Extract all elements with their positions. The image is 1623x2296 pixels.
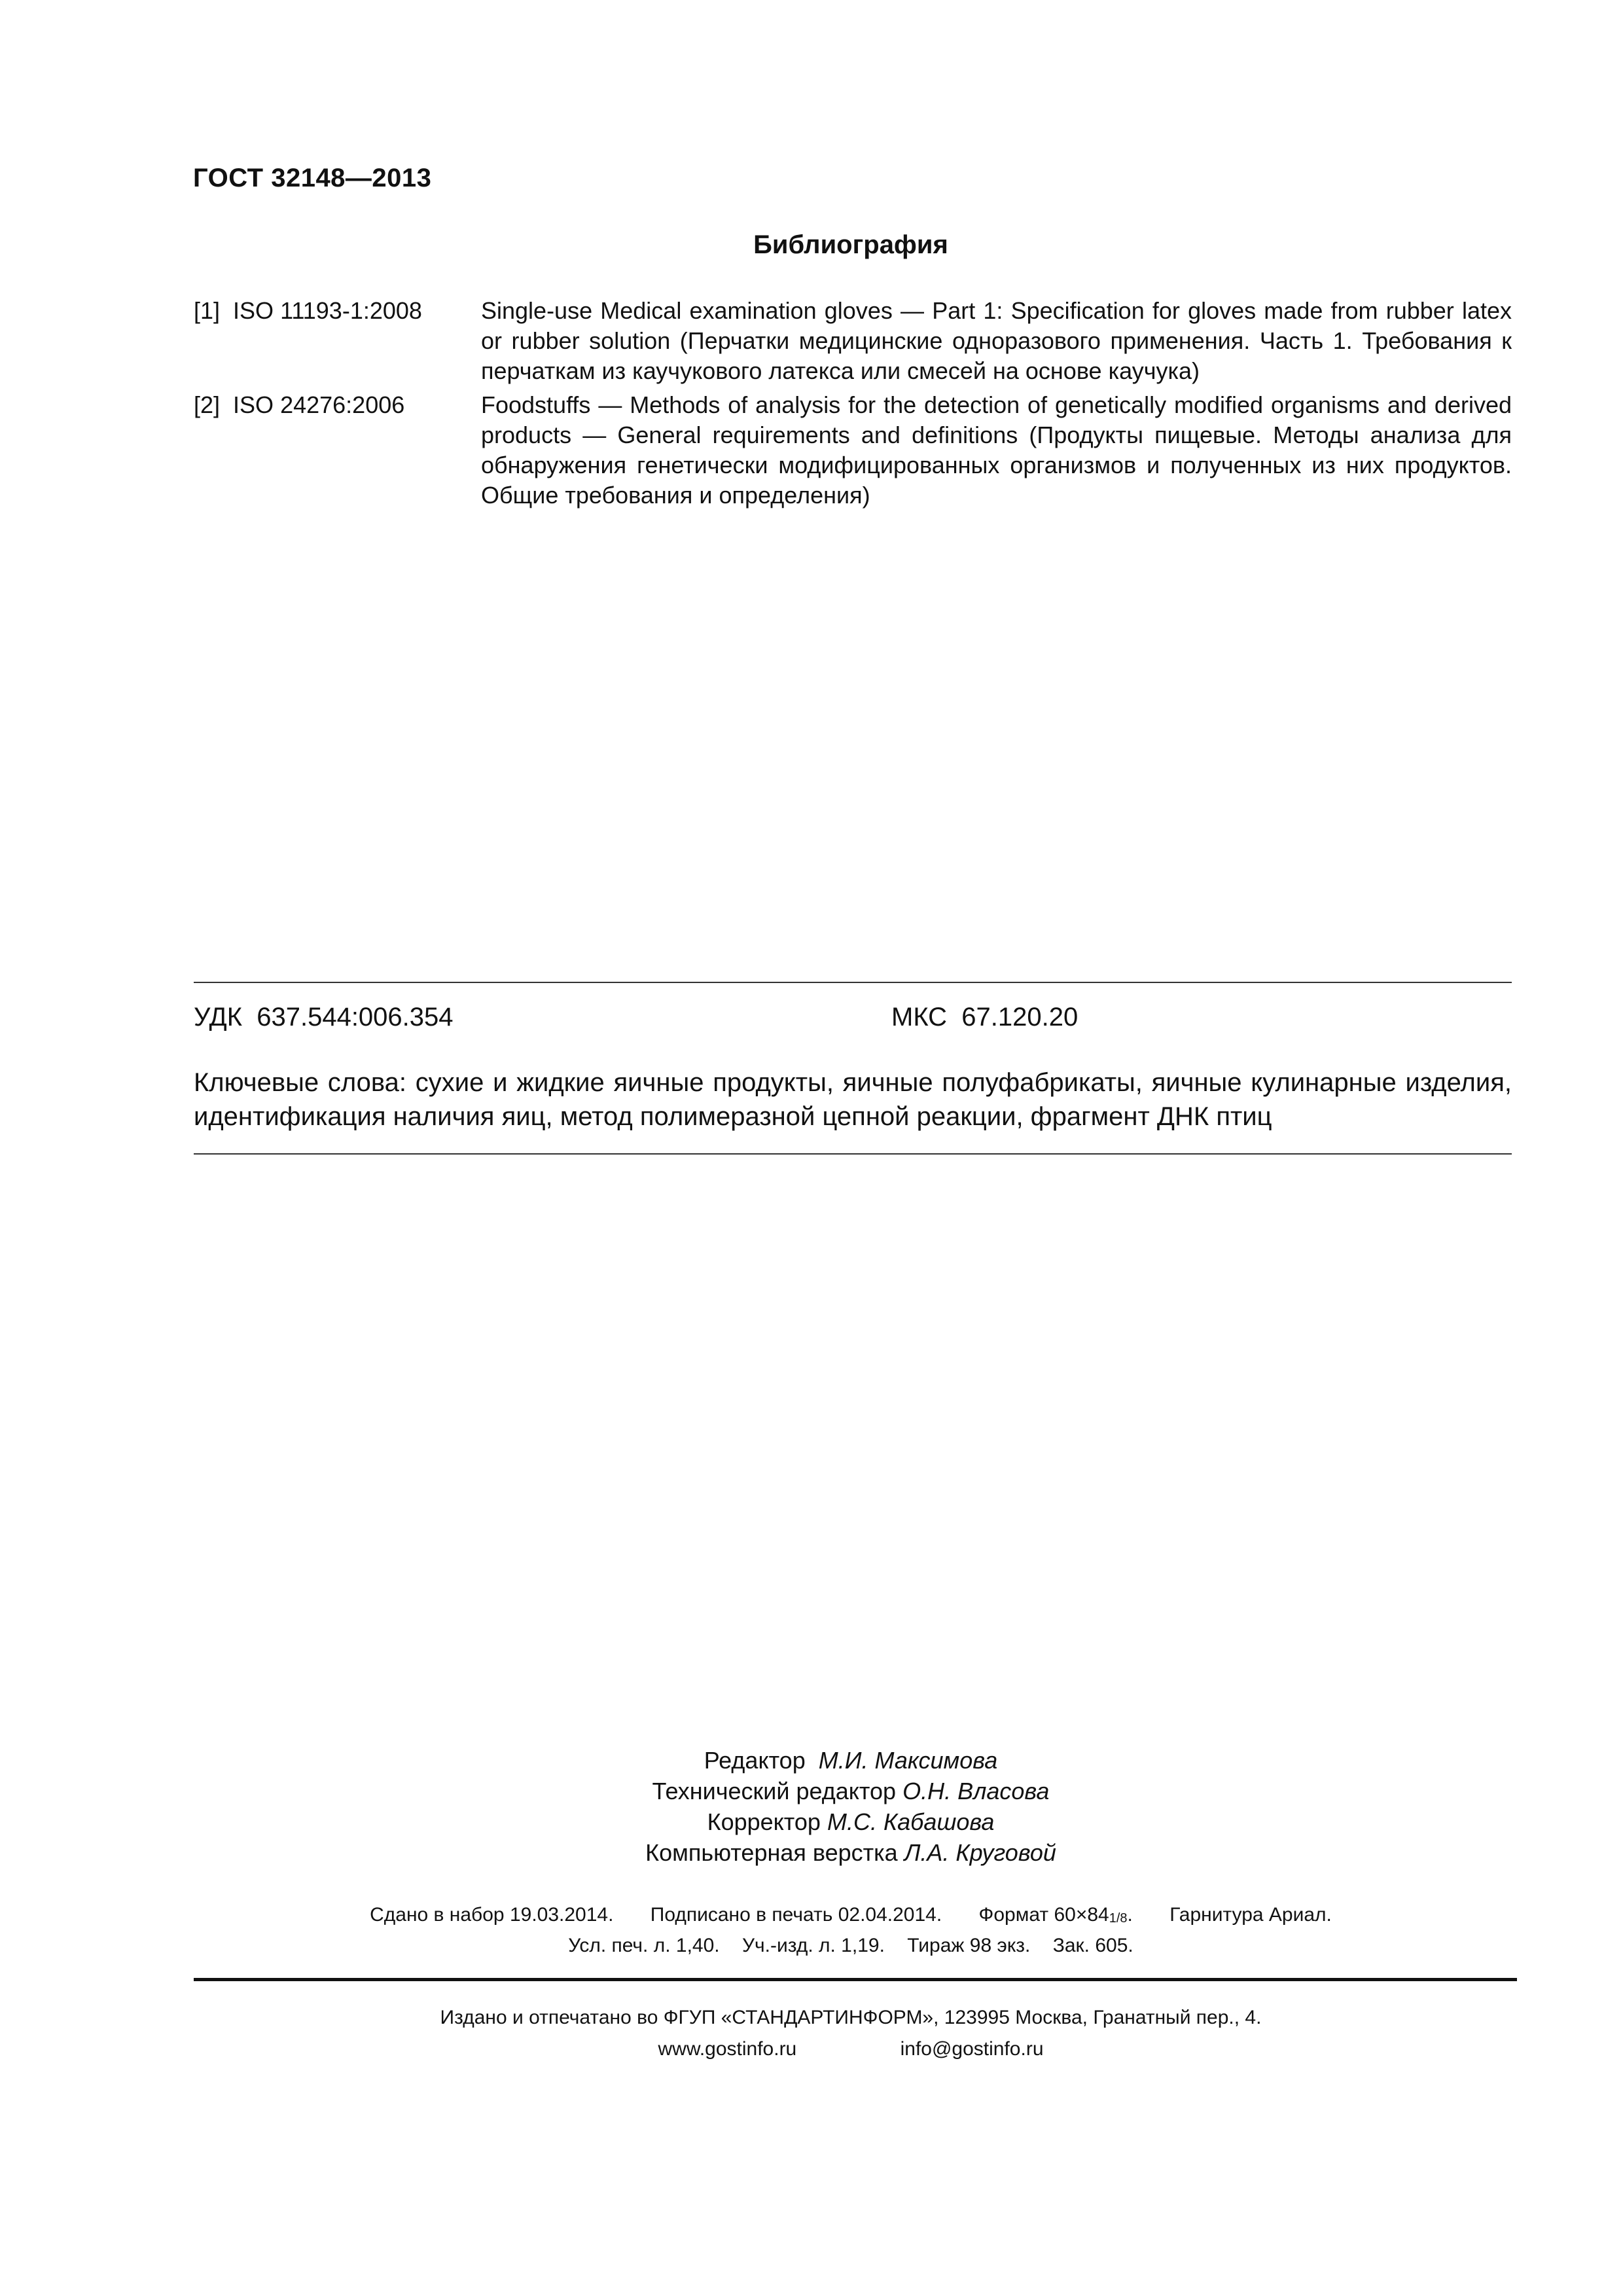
imprint-format-fraction: 1/8: [1109, 1911, 1128, 1926]
imprint-order: Зак. 605.: [1052, 1935, 1133, 1956]
publisher-line: Издано и отпечатано во ФГУП «СТАНДАРТИНФОРМ», 123995 Москва, Гранатный пер., 4.: [440, 2007, 1262, 2028]
imprint-line-2: [0, 1931, 1623, 1960]
publisher-contacts: [0, 2034, 1623, 2064]
staff-role: Компьютерная верстка: [645, 1839, 898, 1866]
staff-technical-editor: [0, 1776, 1623, 1806]
bibliography-title: Библиография: [753, 230, 948, 259]
staff-role: Редактор: [704, 1747, 806, 1774]
imprint-format: Формат 60×84: [978, 1904, 1109, 1926]
imprint-edition-sheets: Уч.-изд. л. 1,19.: [741, 1935, 885, 1956]
imprint-line-1: Сдано в набор 19.03.2014. Подписано в печать 02.04.2014. Формат 60×841/8. Гарнитура Ариал.: [370, 1904, 1332, 1926]
divider-imprint: [194, 1978, 1517, 1981]
imprint-typeface: Гарнитура Ариал.: [1169, 1904, 1332, 1926]
entry-number: [2]: [194, 391, 221, 418]
imprint-print-run: Тираж 98 экз.: [907, 1935, 1031, 1956]
staff-role: Технический редактор: [652, 1778, 897, 1804]
publisher-website[interactable]: www.gostinfo.ru: [658, 2038, 797, 2060]
document-code: ГОСТ 32148—2013: [193, 164, 432, 192]
staff-name: М.И. Максимова: [818, 1747, 998, 1774]
staff-name: Л.А. Круговой: [904, 1839, 1056, 1866]
keywords: Ключевые слова: сухие и жидкие яичные продукты, яичные полуфабрикаты, яичные кулинарные изделия, идентификация наличия яиц, метод полимеразной цепной реакции, фрагмент ДНК птиц: [194, 1068, 1512, 1131]
imprint-signed: Подписано в печать 02.04.2014.: [650, 1904, 942, 1926]
staff-proofreader: [0, 1806, 1623, 1837]
divider-keywords: [194, 1153, 1512, 1155]
staff-name: О.Н. Власова: [902, 1778, 1050, 1804]
entry-standard-code: ISO 24276:2006: [233, 391, 405, 418]
entry-number: [1]: [194, 297, 221, 324]
staff-editor: [0, 1745, 1623, 1776]
divider-top: [194, 982, 1512, 983]
bibliography-entry-1-number: [194, 296, 422, 326]
publisher-email[interactable]: info@gostinfo.ru: [900, 2038, 1044, 2060]
mks-code: МКС 67.120.20: [891, 1003, 1079, 1031]
bibliography-entry-2-number: [194, 390, 404, 420]
bibliography-entry-2-text: Foodstuffs — Methods of analysis for the detection of genetically modified organisms and derived products — General requirements and definitions (Продукты пищевые. Методы анализа для обнаружения генетически модифицированных организмов и полученных из них продуктов. Общие требования и определения): [481, 391, 1512, 509]
staff-role: Корректор: [707, 1808, 821, 1835]
udk-code: УДК 637.544:006.354: [194, 1003, 454, 1031]
staff-name: М.С. Кабашова: [827, 1808, 995, 1835]
imprint-sheets: Усл. печ. л. 1,40.: [568, 1935, 720, 1956]
bibliography-entry-1-text: Single-use Medical examination gloves — Part 1: Specification for gloves made from rubber latex or rubber solution (Перчатки медицинские одноразового применения. Часть 1. Требования к перчаткам из каучукового латекса или смесей на основе каучука): [481, 297, 1512, 384]
entry-standard-code: ISO 11193-1:2008: [233, 297, 422, 324]
staff-layout: [0, 1837, 1623, 1868]
imprint-submitted: Сдано в набор 19.03.2014.: [370, 1904, 614, 1926]
